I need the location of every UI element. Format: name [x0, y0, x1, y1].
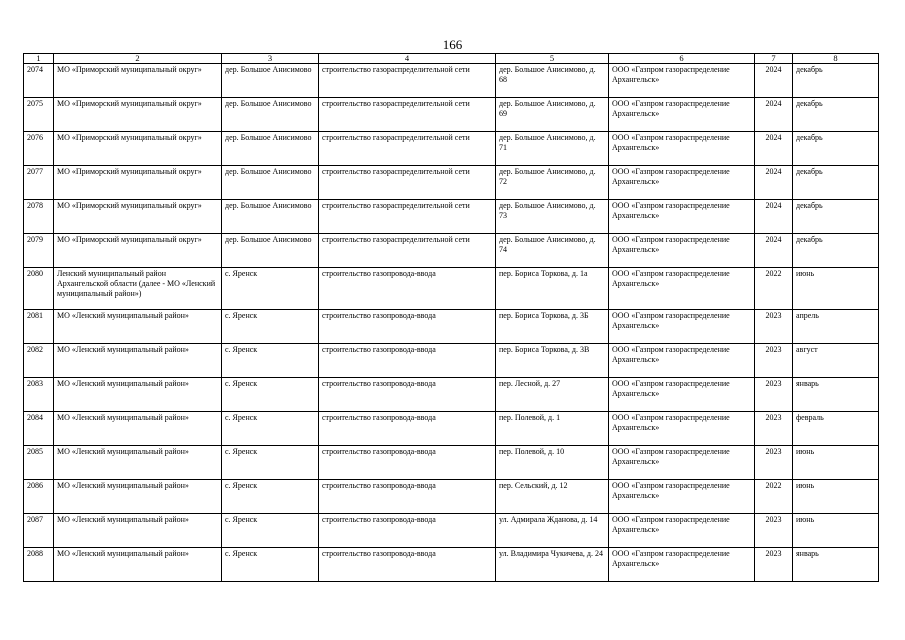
- column-header: 2: [54, 54, 222, 64]
- organization-cell: ООО «Газпром газораспределение Архангельск»: [609, 268, 755, 310]
- table-row: [24, 446, 879, 480]
- year-cell: 2023: [755, 310, 793, 344]
- row-number-cell: 2088: [24, 548, 54, 582]
- address-cell: дер. Большое Анисимово, д. 68: [496, 64, 609, 98]
- work-type-cell: строительство газораспределительной сети: [319, 64, 496, 98]
- month-cell: декабрь: [793, 64, 879, 98]
- table-row: [24, 310, 879, 344]
- settlement-cell: дер. Большое Анисимово: [222, 166, 319, 200]
- year-cell: 2022: [755, 268, 793, 310]
- address-cell: пер. Полевой, д. 10: [496, 446, 609, 480]
- year-cell: 2023: [755, 412, 793, 446]
- row-number-cell: 2081: [24, 310, 54, 344]
- address-cell: пер. Полевой, д. 1: [496, 412, 609, 446]
- settlement-cell: с. Яренск: [222, 480, 319, 514]
- row-number-cell: 2076: [24, 132, 54, 166]
- work-type-cell: строительство газораспределительной сети: [319, 132, 496, 166]
- work-type-cell: строительство газопровода-ввода: [319, 378, 496, 412]
- month-cell: июнь: [793, 514, 879, 548]
- work-type-cell: строительство газопровода-ввода: [319, 446, 496, 480]
- organization-cell: ООО «Газпром газораспределение Архангельск»: [609, 344, 755, 378]
- municipality-cell: Ленский муниципальный район Архангельской области (далее - МО «Ленский муниципальный район»): [54, 268, 222, 310]
- row-number-cell: 2077: [24, 166, 54, 200]
- column-header: 8: [793, 54, 879, 64]
- year-cell: 2024: [755, 200, 793, 234]
- column-header: 1: [24, 54, 54, 64]
- month-cell: декабрь: [793, 132, 879, 166]
- settlement-cell: с. Яренск: [222, 378, 319, 412]
- organization-cell: ООО «Газпром газораспределение Архангельск»: [609, 378, 755, 412]
- municipality-cell: МО «Приморский муниципальный округ»: [54, 200, 222, 234]
- column-header: 7: [755, 54, 793, 64]
- row-number-cell: 2080: [24, 268, 54, 310]
- settlement-cell: с. Яренск: [222, 310, 319, 344]
- work-type-cell: строительство газопровода-ввода: [319, 480, 496, 514]
- month-cell: декабрь: [793, 166, 879, 200]
- work-type-cell: строительство газораспределительной сети: [319, 200, 496, 234]
- data-table: [23, 53, 879, 582]
- settlement-cell: дер. Большое Анисимово: [222, 132, 319, 166]
- settlement-cell: с. Яренск: [222, 548, 319, 582]
- row-number-cell: 2082: [24, 344, 54, 378]
- column-header: 5: [496, 54, 609, 64]
- settlement-cell: с. Яренск: [222, 268, 319, 310]
- table-row: [24, 480, 879, 514]
- address-cell: пер. Сельский, д. 12: [496, 480, 609, 514]
- settlement-cell: с. Яренск: [222, 344, 319, 378]
- row-number-cell: 2078: [24, 200, 54, 234]
- organization-cell: ООО «Газпром газораспределение Архангельск»: [609, 446, 755, 480]
- row-number-cell: 2074: [24, 64, 54, 98]
- year-cell: 2024: [755, 98, 793, 132]
- work-type-cell: строительство газопровода-ввода: [319, 268, 496, 310]
- address-cell: дер. Большое Анисимово, д. 74: [496, 234, 609, 268]
- table-row: [24, 412, 879, 446]
- organization-cell: ООО «Газпром газораспределение Архангельск»: [609, 480, 755, 514]
- table-row: [24, 378, 879, 412]
- municipality-cell: МО «Ленский муниципальный район»: [54, 548, 222, 582]
- row-number-cell: 2085: [24, 446, 54, 480]
- settlement-cell: дер. Большое Анисимово: [222, 234, 319, 268]
- work-type-cell: строительство газопровода-ввода: [319, 514, 496, 548]
- month-cell: июнь: [793, 480, 879, 514]
- work-type-cell: строительство газопровода-ввода: [319, 310, 496, 344]
- table-row: [24, 132, 879, 166]
- address-cell: пер. Бориса Торкова, д. 1а: [496, 268, 609, 310]
- row-number-cell: 2075: [24, 98, 54, 132]
- address-cell: дер. Большое Анисимово, д. 72: [496, 166, 609, 200]
- organization-cell: ООО «Газпром газораспределение Архангельск»: [609, 514, 755, 548]
- table-row: [24, 200, 879, 234]
- month-cell: апрель: [793, 310, 879, 344]
- organization-cell: ООО «Газпром газораспределение Архангельск»: [609, 166, 755, 200]
- address-cell: дер. Большое Анисимово, д. 69: [496, 98, 609, 132]
- table-row: [24, 268, 879, 310]
- row-number-cell: 2079: [24, 234, 54, 268]
- municipality-cell: МО «Ленский муниципальный район»: [54, 412, 222, 446]
- row-number-cell: 2083: [24, 378, 54, 412]
- table-row: [24, 98, 879, 132]
- municipality-cell: МО «Приморский муниципальный округ»: [54, 166, 222, 200]
- year-cell: 2023: [755, 548, 793, 582]
- municipality-cell: МО «Приморский муниципальный округ»: [54, 64, 222, 98]
- work-type-cell: строительство газопровода-ввода: [319, 548, 496, 582]
- settlement-cell: с. Яренск: [222, 514, 319, 548]
- settlement-cell: дер. Большое Анисимово: [222, 64, 319, 98]
- column-header: 3: [222, 54, 319, 64]
- month-cell: январь: [793, 548, 879, 582]
- year-cell: 2023: [755, 514, 793, 548]
- organization-cell: ООО «Газпром газораспределение Архангельск»: [609, 98, 755, 132]
- table-row: [24, 344, 879, 378]
- table-row: [24, 166, 879, 200]
- row-number-cell: 2084: [24, 412, 54, 446]
- municipality-cell: МО «Ленский муниципальный район»: [54, 378, 222, 412]
- table-row: [24, 514, 879, 548]
- year-cell: 2024: [755, 166, 793, 200]
- work-type-cell: строительство газопровода-ввода: [319, 412, 496, 446]
- year-cell: 2024: [755, 64, 793, 98]
- row-number-cell: 2086: [24, 480, 54, 514]
- municipality-cell: МО «Ленский муниципальный район»: [54, 480, 222, 514]
- work-type-cell: строительство газораспределительной сети: [319, 166, 496, 200]
- municipality-cell: МО «Приморский муниципальный округ»: [54, 132, 222, 166]
- address-cell: пер. Лесной, д. 27: [496, 378, 609, 412]
- municipality-cell: МО «Ленский муниципальный район»: [54, 446, 222, 480]
- table-row: [24, 548, 879, 582]
- month-cell: декабрь: [793, 234, 879, 268]
- month-cell: июнь: [793, 446, 879, 480]
- organization-cell: ООО «Газпром газораспределение Архангельск»: [609, 412, 755, 446]
- table-row: [24, 64, 879, 98]
- year-cell: 2023: [755, 378, 793, 412]
- month-cell: январь: [793, 378, 879, 412]
- month-cell: декабрь: [793, 200, 879, 234]
- address-cell: дер. Большое Анисимово, д. 71: [496, 132, 609, 166]
- column-header: 4: [319, 54, 496, 64]
- address-cell: ул. Владимира Чукичева, д. 24: [496, 548, 609, 582]
- row-number-cell: 2087: [24, 514, 54, 548]
- municipality-cell: МО «Ленский муниципальный район»: [54, 344, 222, 378]
- month-cell: август: [793, 344, 879, 378]
- organization-cell: ООО «Газпром газораспределение Архангельск»: [609, 548, 755, 582]
- work-type-cell: строительство газопровода-ввода: [319, 344, 496, 378]
- settlement-cell: дер. Большое Анисимово: [222, 200, 319, 234]
- organization-cell: ООО «Газпром газораспределение Архангельск»: [609, 234, 755, 268]
- municipality-cell: МО «Приморский муниципальный округ»: [54, 98, 222, 132]
- settlement-cell: с. Яренск: [222, 412, 319, 446]
- column-header: 6: [609, 54, 755, 64]
- table-row: [24, 234, 879, 268]
- address-cell: ул. Адмирала Жданова, д. 14: [496, 514, 609, 548]
- month-cell: февраль: [793, 412, 879, 446]
- month-cell: июнь: [793, 268, 879, 310]
- municipality-cell: МО «Приморский муниципальный округ»: [54, 234, 222, 268]
- address-cell: дер. Большое Анисимово, д. 73: [496, 200, 609, 234]
- year-cell: 2023: [755, 446, 793, 480]
- municipality-cell: МО «Ленский муниципальный район»: [54, 514, 222, 548]
- header-row: [24, 54, 879, 64]
- organization-cell: ООО «Газпром газораспределение Архангельск»: [609, 132, 755, 166]
- month-cell: декабрь: [793, 98, 879, 132]
- organization-cell: ООО «Газпром газораспределение Архангельск»: [609, 310, 755, 344]
- organization-cell: ООО «Газпром газораспределение Архангельск»: [609, 200, 755, 234]
- page-number: 166: [442, 37, 463, 52]
- municipality-cell: МО «Ленский муниципальный район»: [54, 310, 222, 344]
- organization-cell: ООО «Газпром газораспределение Архангельск»: [609, 64, 755, 98]
- work-type-cell: строительство газораспределительной сети: [319, 234, 496, 268]
- year-cell: 2023: [755, 344, 793, 378]
- address-cell: пер. Бориса Торкова, д. 3Б: [496, 310, 609, 344]
- address-cell: пер. Бориса Торкова, д. 3В: [496, 344, 609, 378]
- year-cell: 2022: [755, 480, 793, 514]
- year-cell: 2024: [755, 234, 793, 268]
- settlement-cell: с. Яренск: [222, 446, 319, 480]
- work-type-cell: строительство газораспределительной сети: [319, 98, 496, 132]
- settlement-cell: дер. Большое Анисимово: [222, 98, 319, 132]
- year-cell: 2024: [755, 132, 793, 166]
